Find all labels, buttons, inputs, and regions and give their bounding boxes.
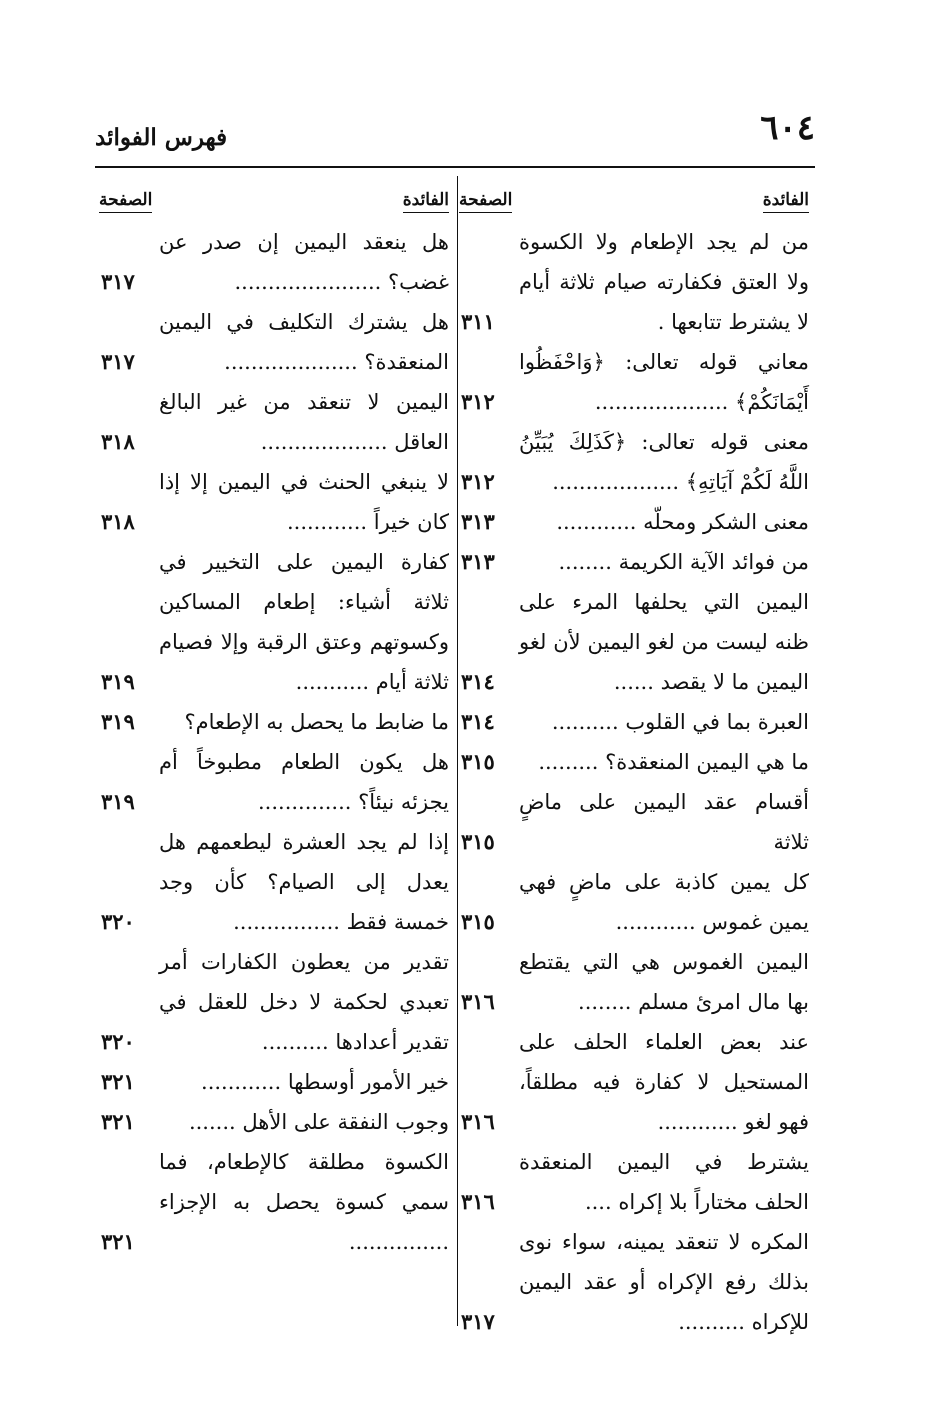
entry-text: معنى الشكر ومحلّه — [643, 510, 809, 534]
index-entry — [95, 702, 455, 742]
left-column — [95, 176, 455, 1326]
dot-leader: .................... — [224, 350, 358, 374]
index-columns — [95, 176, 815, 1334]
index-entry — [455, 782, 815, 862]
dot-leader: ................... — [552, 470, 680, 494]
topic-heading: الفائدة — [403, 190, 449, 213]
index-entry — [95, 542, 455, 702]
index-entry — [455, 542, 815, 582]
index-entry — [455, 862, 815, 942]
index-entry — [95, 222, 455, 302]
index-entry — [95, 942, 455, 1062]
index-entry — [455, 422, 815, 502]
entry-page-number: ٣١٦ — [461, 1189, 495, 1214]
entry-page-number: ٣١٩ — [101, 789, 135, 814]
entry-page-number: ٣١٢ — [461, 469, 495, 494]
entry-page-number: ٣١١ — [461, 309, 495, 334]
dot-leader: .......... — [551, 710, 619, 734]
dot-leader: ...... — [613, 670, 654, 694]
entry-text: هل يشترك التكليف في اليمين المنعقدة؟ — [159, 310, 449, 374]
entry-page-number: ٣١٥ — [461, 909, 495, 934]
entry-text: من فوائد الآية الكريمة — [618, 550, 809, 574]
entry-page-number: ٣١٥ — [461, 829, 495, 854]
entry-text: لا ينبغي الحنث في اليمين إلا إذا كان خيراً — [159, 470, 449, 534]
index-entry — [455, 502, 815, 542]
entry-page-number: ٣١٦ — [461, 989, 495, 1014]
dot-leader: ......... — [538, 750, 599, 774]
entry-text: العبرة بما في القلوب — [625, 710, 809, 734]
dot-leader: ............ — [201, 1070, 282, 1094]
running-title: فهرس الفوائد — [95, 124, 228, 151]
dot-leader: ................ — [233, 910, 340, 934]
entry-page-number: ٣١٨ — [101, 509, 135, 534]
index-entry — [95, 1142, 455, 1262]
entry-text: معنى قوله تعالى: ﴿كَذَلِكَ يُبَيِّنُ اللَّهُ لَكُمْ آيَاتِهِ﴾ — [519, 430, 809, 494]
index-entry — [455, 742, 815, 782]
entry-text: تقدير من يعطون الكفارات أمر تعبدي لحكمة لا دخل للعقل في تقدير أعدادها — [159, 950, 449, 1054]
entry-text: الكسوة مطلقة كالإطعام، فما سمي كسوة يحصل به الإجزاء — [159, 1150, 449, 1214]
index-entry — [455, 222, 815, 342]
left-column-header — [95, 176, 455, 222]
entry-page-number: ٣٢١ — [101, 1109, 135, 1134]
entry-text: كفارة اليمين على التخيير في ثلاثة أشياء: إطعام المساكين وكسوتهم وعتق الرقبة وإلا فصيام ثلاثة أيام — [159, 550, 449, 694]
entry-page-number: ٣١٤ — [461, 669, 495, 694]
entry-page-number: ٣٢١ — [101, 1069, 135, 1094]
entry-page-number: ٣١٦ — [461, 1109, 495, 1134]
index-entry — [455, 342, 815, 422]
left-entries — [95, 222, 455, 1262]
entry-page-number: ٣١٧ — [101, 349, 135, 374]
dot-leader: .......... — [678, 1310, 745, 1334]
dot-leader: .............. — [258, 790, 352, 814]
page-header — [95, 108, 815, 158]
entry-text: اليمين التي يحلفها المرء على ظنه ليست من لغو اليمين لأن لغو اليمين ما لا يقصد — [519, 590, 809, 694]
dot-leader: . — [657, 310, 665, 334]
index-entry — [95, 1102, 455, 1142]
index-entry — [455, 1022, 815, 1142]
index-entry — [455, 1222, 815, 1342]
entry-page-number: ٣١٨ — [101, 429, 135, 454]
entry-page-number: ٣١٥ — [461, 749, 495, 774]
entry-page-number: ٣١٧ — [101, 269, 135, 294]
index-entry — [95, 382, 455, 462]
page-number: ٦٠٤ — [760, 108, 815, 148]
entry-text: يشترط في اليمين المنعقدة الحلف مختاراً بلا إكراه — [519, 1150, 809, 1214]
entry-text: معاني قوله تعالى: ﴿وَاحْفَظُوا أَيْمَانَكُمْ﴾ — [519, 350, 809, 414]
entry-text: هل ينعقد اليمين إن صدر عن غضب؟ — [159, 230, 449, 294]
entry-text: هل يكون الطعام مطبوخاً أم يجزئه نيئاً؟ — [159, 750, 449, 814]
index-entry — [95, 742, 455, 822]
entry-page-number: ٣١٩ — [101, 709, 135, 734]
entry-text: ما ضابط ما يحصل به الإطعام؟ — [184, 710, 449, 734]
entry-text: اليمين الغموس هي التي يقتطع بها مال امرئ مسلم — [519, 950, 809, 1014]
entry-page-number: ٣٢١ — [101, 1229, 135, 1254]
entry-text: المكره لا تنعقد يمينه، سواء نوى بذلك رفع الإكراه أو عقد اليمين للإكراه — [519, 1230, 809, 1334]
right-entries — [455, 222, 815, 1342]
dot-leader: ...................... — [234, 270, 382, 294]
entry-page-number: ٣١٤ — [461, 709, 495, 734]
index-entry — [455, 942, 815, 1022]
dot-leader: ................... — [260, 430, 388, 454]
index-entry — [455, 1142, 815, 1222]
dot-leader: .... — [584, 1190, 612, 1214]
dot-leader: ............ — [556, 510, 637, 534]
entry-page-number: ٣١٩ — [101, 669, 135, 694]
right-column-header — [455, 176, 815, 222]
dot-leader: ............ — [657, 1110, 738, 1134]
index-entry — [455, 702, 815, 742]
index-entry — [455, 582, 815, 702]
dot-leader: ........ — [578, 990, 632, 1014]
right-column — [455, 176, 815, 1334]
entry-text: أقسام عقد اليمين على ماضٍ ثلاثة — [519, 790, 809, 854]
dot-leader: .......... — [261, 1030, 329, 1054]
entry-text: من لم يجد الإطعام ولا الكسوة ولا العتق فكفارته صيام ثلاثة أيام لا يشترط تتابعها — [519, 230, 809, 334]
dot-leader: .................... — [594, 390, 729, 414]
index-entry — [95, 822, 455, 942]
entry-text: كل يمين كاذبة على ماضٍ فهي يمين غموس — [519, 870, 809, 934]
entry-page-number: ٣١٣ — [461, 509, 495, 534]
entry-page-number: ٣١٢ — [461, 389, 495, 414]
dot-leader: ............ — [615, 910, 696, 934]
entry-text: اليمين لا تنعقد من غير البالغ العاقل — [159, 390, 449, 454]
page-heading: الصفحة — [459, 190, 512, 213]
index-entry — [95, 462, 455, 542]
entry-text: عند بعض العلماء الحلف على المستحيل لا كفارة فيه مطلقاً، فهو لغو — [519, 1030, 809, 1134]
entry-text: وجوب النفقة على الأهل — [242, 1110, 449, 1134]
index-entry — [95, 1062, 455, 1102]
dot-leader: ....... — [188, 1110, 236, 1134]
dot-leader: ........ — [558, 550, 612, 574]
entry-page-number: ٣١٣ — [461, 549, 495, 574]
dot-leader: ............... — [348, 1230, 449, 1254]
entry-text: خير الأمور أوسطها — [287, 1070, 449, 1094]
entry-page-number: ٣١٧ — [461, 1309, 495, 1334]
entry-text: إذا لم يجد العشرة ليطعمهم هل يعدل إلى الصيام؟ كأن وجد خمسة فقط — [159, 830, 449, 934]
dot-leader: ............ — [286, 510, 368, 534]
header-rule — [95, 166, 815, 168]
index-entry — [95, 302, 455, 382]
entry-text: ما هي اليمين المنعقدة؟ — [605, 750, 809, 774]
page-heading: الصفحة — [99, 190, 152, 213]
entry-page-number: ٣٢٠ — [101, 909, 135, 934]
topic-heading: الفائدة — [763, 190, 809, 213]
dot-leader: ........... — [295, 670, 370, 694]
entry-page-number: ٣٢٠ — [101, 1029, 135, 1054]
